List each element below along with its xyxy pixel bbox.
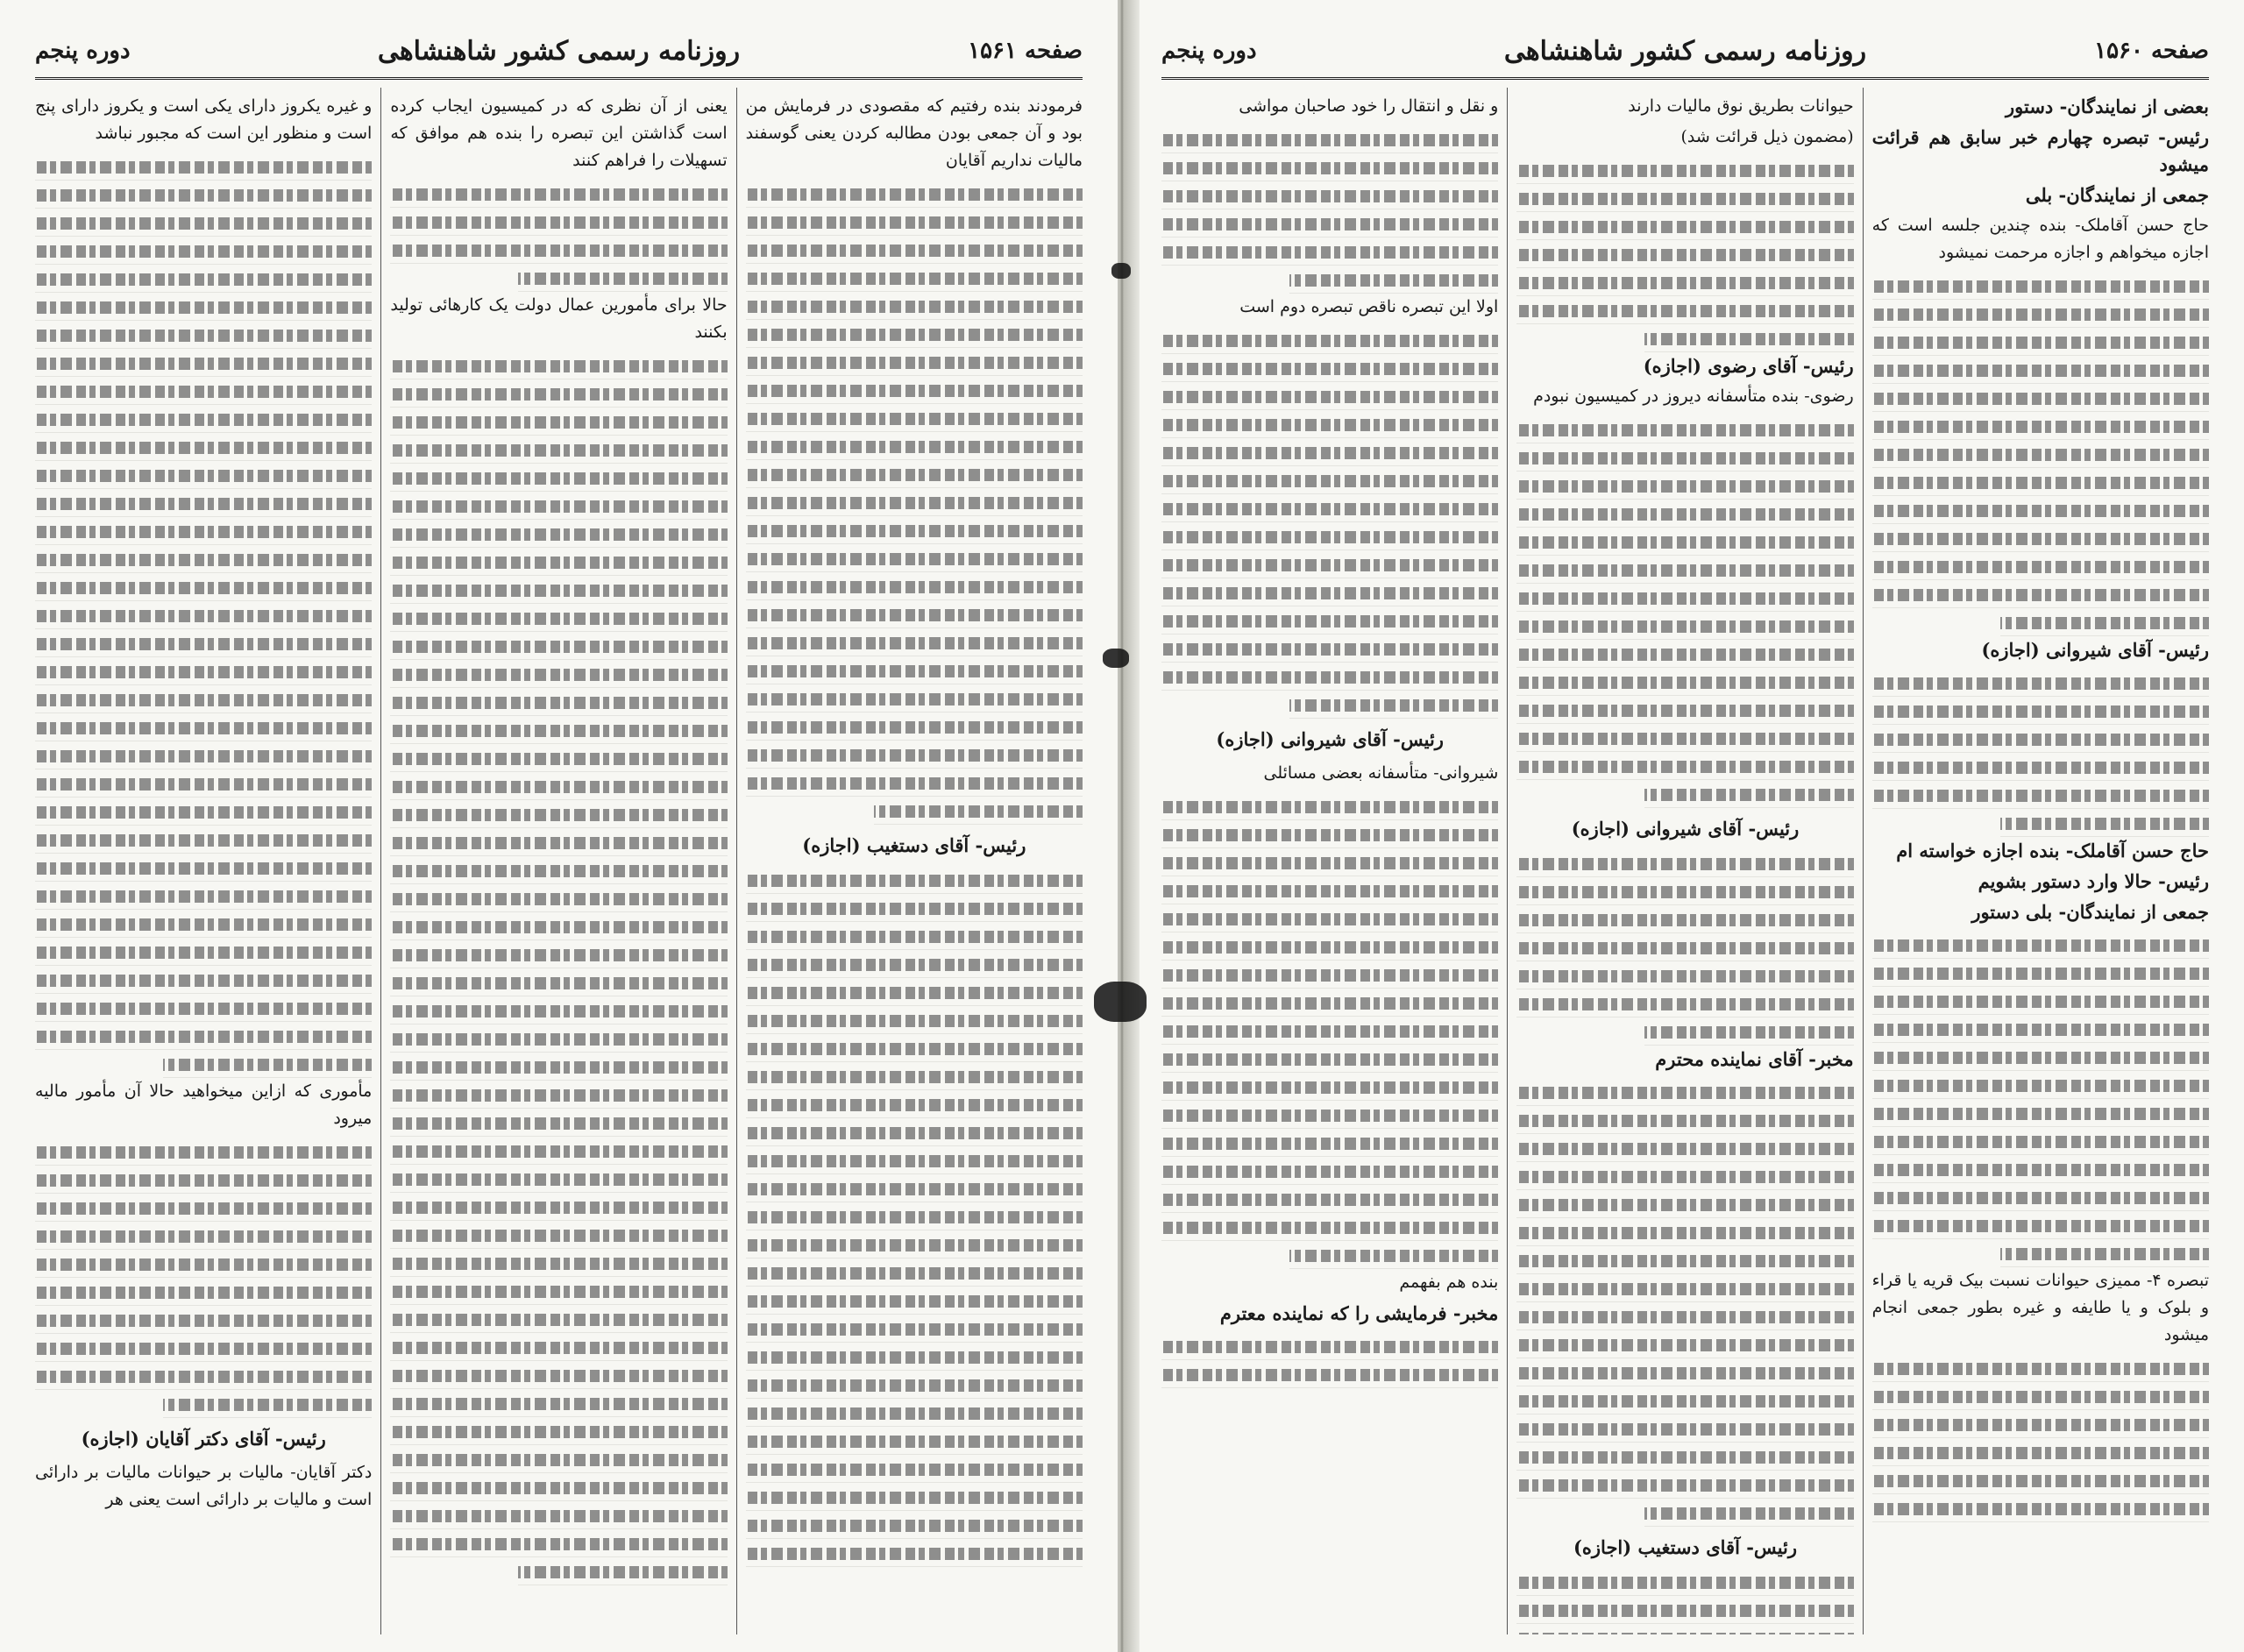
paragraph: حاج حسن آقاملک- بنده اجازه خواسته ام bbox=[1896, 840, 2209, 861]
paragraph: شیروانی- متأسفانه بعضی مسائلی bbox=[1263, 763, 1499, 783]
paragraph: رئیس- آقای دستغیب (اجازه) bbox=[1573, 1536, 1798, 1558]
ink-blot bbox=[1103, 649, 1129, 668]
paragraph: مأموری که ازاین میخواهید حالا آن مأمور مالیه میرود bbox=[35, 1081, 373, 1128]
text-lines bbox=[1872, 272, 2209, 636]
paragraph: مخبر- فرمایشی را که نماینده معترم bbox=[1219, 1302, 1499, 1324]
paragraph: فرمودند بنده رفتیم که مقصودی در فرمایش من بود و آن جمعی بودن مطالبه کردن یعنی گوسفند مالیات نداریم آقایان bbox=[745, 96, 1083, 170]
paragraph: تبصره ۴- ممیزی حیوانات نسبت بیک قریه یا قراء و بلوک و یا طایفه و غیره بطور جمعی انجام میشود bbox=[1871, 1271, 2209, 1344]
paragraph: و غیره یکروز دارای یکی است و یکروز دارای پنج است و منظور این است که مجبور نباشد bbox=[35, 96, 373, 143]
newspaper-title: روزنامه رسمی کشور شاهنشاهی bbox=[1503, 35, 1867, 67]
left-page bbox=[0, 0, 1118, 1652]
left-page-header bbox=[35, 25, 1083, 80]
paragraph: حیوانات بطریق نوق مالیات دارند bbox=[1628, 96, 1854, 116]
paragraph: رضوی- بنده متأسفانه دیروز در کمیسیون نبودم bbox=[1533, 386, 1854, 406]
page-number: صفحه ۱۵۶۰ bbox=[2094, 38, 2209, 64]
paragraph: یعنی از آن نظری که در کمیسیون ایجاب کرده است گذاشتن این تبصره را بنده هم موافق که تسهیلات را فراهم کنند bbox=[390, 96, 728, 170]
paragraph: رئیس- آقای دستغیب (اجازه) bbox=[802, 834, 1026, 856]
paragraph: اولا این تبصره ناقص تبصره دوم است bbox=[1239, 297, 1499, 316]
paragraph: رئیس- آقای رضوی (اجازه) bbox=[1643, 355, 1854, 377]
right-page bbox=[1126, 0, 2244, 1652]
paragraph: حاج حسن آقاملک- بنده چندین جلسه است که اجازه میخواهم و اجازه مرحمت نمیشود bbox=[1871, 216, 2209, 262]
paragraph: جمعی از نمایندگان- بلی bbox=[2025, 184, 2209, 206]
paragraph: حالا برای مأمورین عمال دولت یک کارهائی تولید بکنند bbox=[390, 295, 728, 342]
paragraph: رئیس- تبصره چهارم خبر سابق هم قرائت میشود bbox=[1871, 126, 2209, 175]
page-number: صفحه ۱۵۶۱ bbox=[968, 38, 1083, 64]
paragraph: رئیس- حالا وارد دستور بشویم bbox=[1978, 870, 2209, 892]
column bbox=[26, 88, 380, 1634]
paragraph: رئیس- آقای شیروانی (اجازه) bbox=[1216, 728, 1444, 750]
column bbox=[1507, 88, 1862, 1634]
ink-blot bbox=[1094, 982, 1147, 1022]
paragraph: (مضمون ذیل قرائت شد) bbox=[1680, 127, 1854, 146]
paragraph: رئیس- آقای شیروانی (اجازه) bbox=[1981, 639, 2209, 661]
column bbox=[736, 88, 1091, 1634]
ink-blot bbox=[1111, 263, 1131, 279]
paragraph: بنده هم بفهمم bbox=[1399, 1273, 1499, 1292]
paragraph: دکتر آقایان- مالیات بر حیوانات مالیات بر دارائی است و مالیات بر دارائی است یعنی هر bbox=[35, 1463, 373, 1509]
paragraph: بعضی از نمایندگان- دستور bbox=[2006, 96, 2209, 117]
newspaper-title: روزنامه رسمی کشور شاهنشاهی bbox=[377, 35, 741, 67]
paragraph: مخبر- آقای نماینده محترم bbox=[1655, 1048, 1854, 1070]
volume-label: دوره پنجم bbox=[35, 38, 131, 64]
column bbox=[1153, 88, 1507, 1634]
volume-label: دوره پنجم bbox=[1161, 38, 1257, 64]
paragraph: جمعی از نمایندگان- بلی دستور bbox=[1971, 901, 2209, 923]
column bbox=[380, 88, 735, 1634]
column bbox=[1863, 88, 2218, 1634]
right-page-columns bbox=[1153, 88, 2218, 1634]
right-page-header bbox=[1161, 25, 2209, 80]
paragraph: رئیس- آقای دکتر آقایان (اجازه) bbox=[81, 1428, 326, 1450]
paragraph: و نقل و انتقال را خود صاحبان مواشی bbox=[1239, 96, 1499, 116]
paragraph: رئیس- آقای شیروانی (اجازه) bbox=[1571, 818, 1800, 840]
left-page-columns bbox=[26, 88, 1091, 1634]
